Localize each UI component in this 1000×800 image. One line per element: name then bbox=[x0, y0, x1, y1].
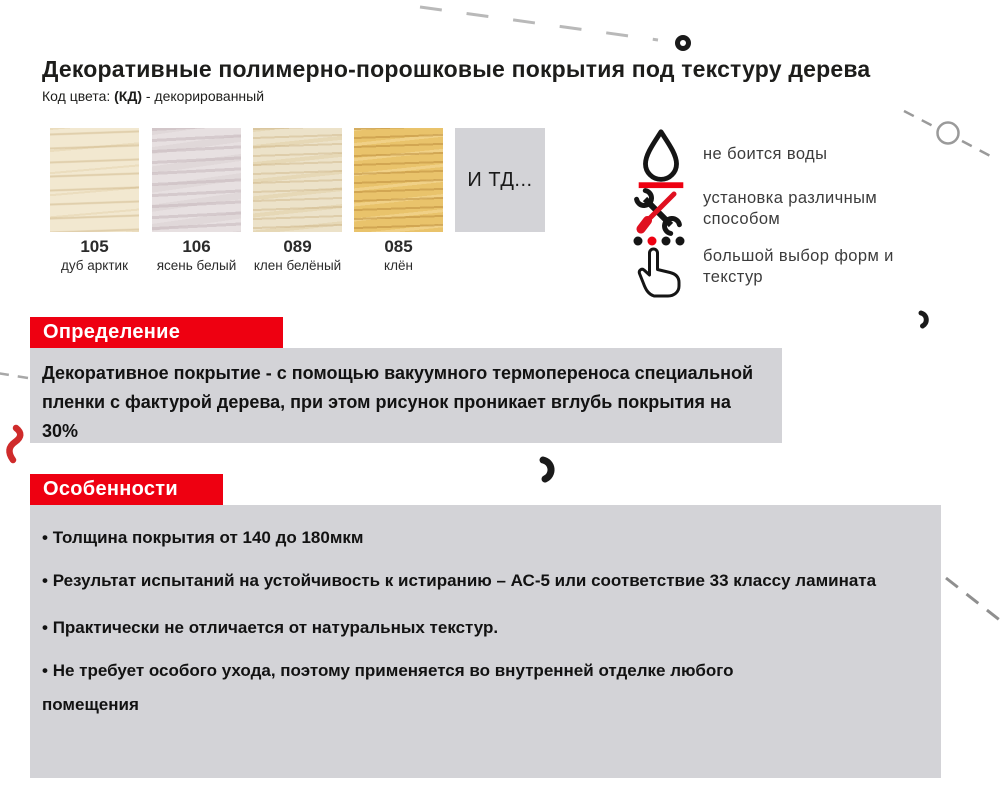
color-code-line bbox=[42, 88, 264, 104]
black-crescent-large bbox=[543, 460, 551, 479]
ring-shape bbox=[938, 123, 959, 144]
swatch-name: дуб арктик bbox=[61, 258, 128, 273]
dashed-line-topright-a bbox=[904, 111, 933, 126]
benefit-label-water: не боится воды bbox=[703, 145, 828, 163]
definition-body: Декоративное покрытие - с помощью вакуумного термопереноса специальной пленки с фактурой дерева, при этом рисунок проникает вглубь покрытия на 30% bbox=[42, 363, 754, 442]
dashed-line-bottomright bbox=[946, 578, 1000, 625]
swatch-085 bbox=[354, 128, 443, 232]
water-drop-icon bbox=[637, 127, 685, 191]
feature-bullet: • Практически не отличается от натуральных текстур. bbox=[42, 611, 927, 645]
features-box bbox=[30, 505, 941, 778]
swatch-code: 089 bbox=[283, 237, 312, 256]
color-code-suffix: - декорированный bbox=[141, 88, 265, 104]
swatch-106 bbox=[152, 128, 241, 232]
color-code-value: (КД) bbox=[114, 88, 142, 104]
feature-bullet: • Результат испытаний на устойчивость к истиранию – АС-5 или соответствие 33 классу ламината bbox=[42, 564, 927, 598]
swatch-name: клен белёный bbox=[253, 258, 342, 273]
swatch-name: клён bbox=[384, 258, 413, 273]
swatch-089 bbox=[253, 128, 342, 232]
dashed-line-top bbox=[420, 7, 658, 40]
page-title: Декоративные полимерно-порошковые покрытия под текстуру дерева bbox=[42, 56, 871, 82]
swatch-code: 105 bbox=[80, 237, 109, 256]
color-code-prefix: Код цвета: bbox=[42, 88, 115, 104]
definition-box bbox=[30, 348, 782, 443]
swatch-label bbox=[50, 237, 139, 273]
definition-heading: Определение bbox=[30, 317, 283, 348]
swatch-label bbox=[152, 237, 241, 273]
black-crescent-small bbox=[921, 313, 926, 326]
tools-icon bbox=[632, 186, 684, 238]
features-heading: Особенности bbox=[30, 474, 223, 505]
red-squiggle bbox=[9, 428, 20, 460]
dashed-line-topright-b bbox=[962, 141, 996, 159]
swatch-code: 106 bbox=[182, 237, 211, 256]
swatch-105 bbox=[50, 128, 139, 232]
etc-box: И ТД... bbox=[455, 128, 545, 232]
benefit-label-variety: большой выбор форм и текстур bbox=[703, 247, 894, 286]
dashed-line-left bbox=[0, 373, 28, 378]
swatch-label bbox=[253, 237, 342, 273]
swatch-name: ясень белый bbox=[156, 258, 237, 273]
swatch-code: 085 bbox=[384, 237, 413, 256]
feature-bullet: • Толщина покрытия от 140 до 180мкм bbox=[42, 521, 927, 555]
donut-dot-hole bbox=[680, 40, 686, 46]
benefit-label-install: установка различным способом bbox=[703, 189, 878, 228]
feature-bullet: • Не требует особого ухода, поэтому применяется во внутренней отделке любого помещения bbox=[42, 654, 822, 722]
swatch-label bbox=[354, 237, 443, 273]
touch-hand-icon bbox=[633, 235, 689, 299]
